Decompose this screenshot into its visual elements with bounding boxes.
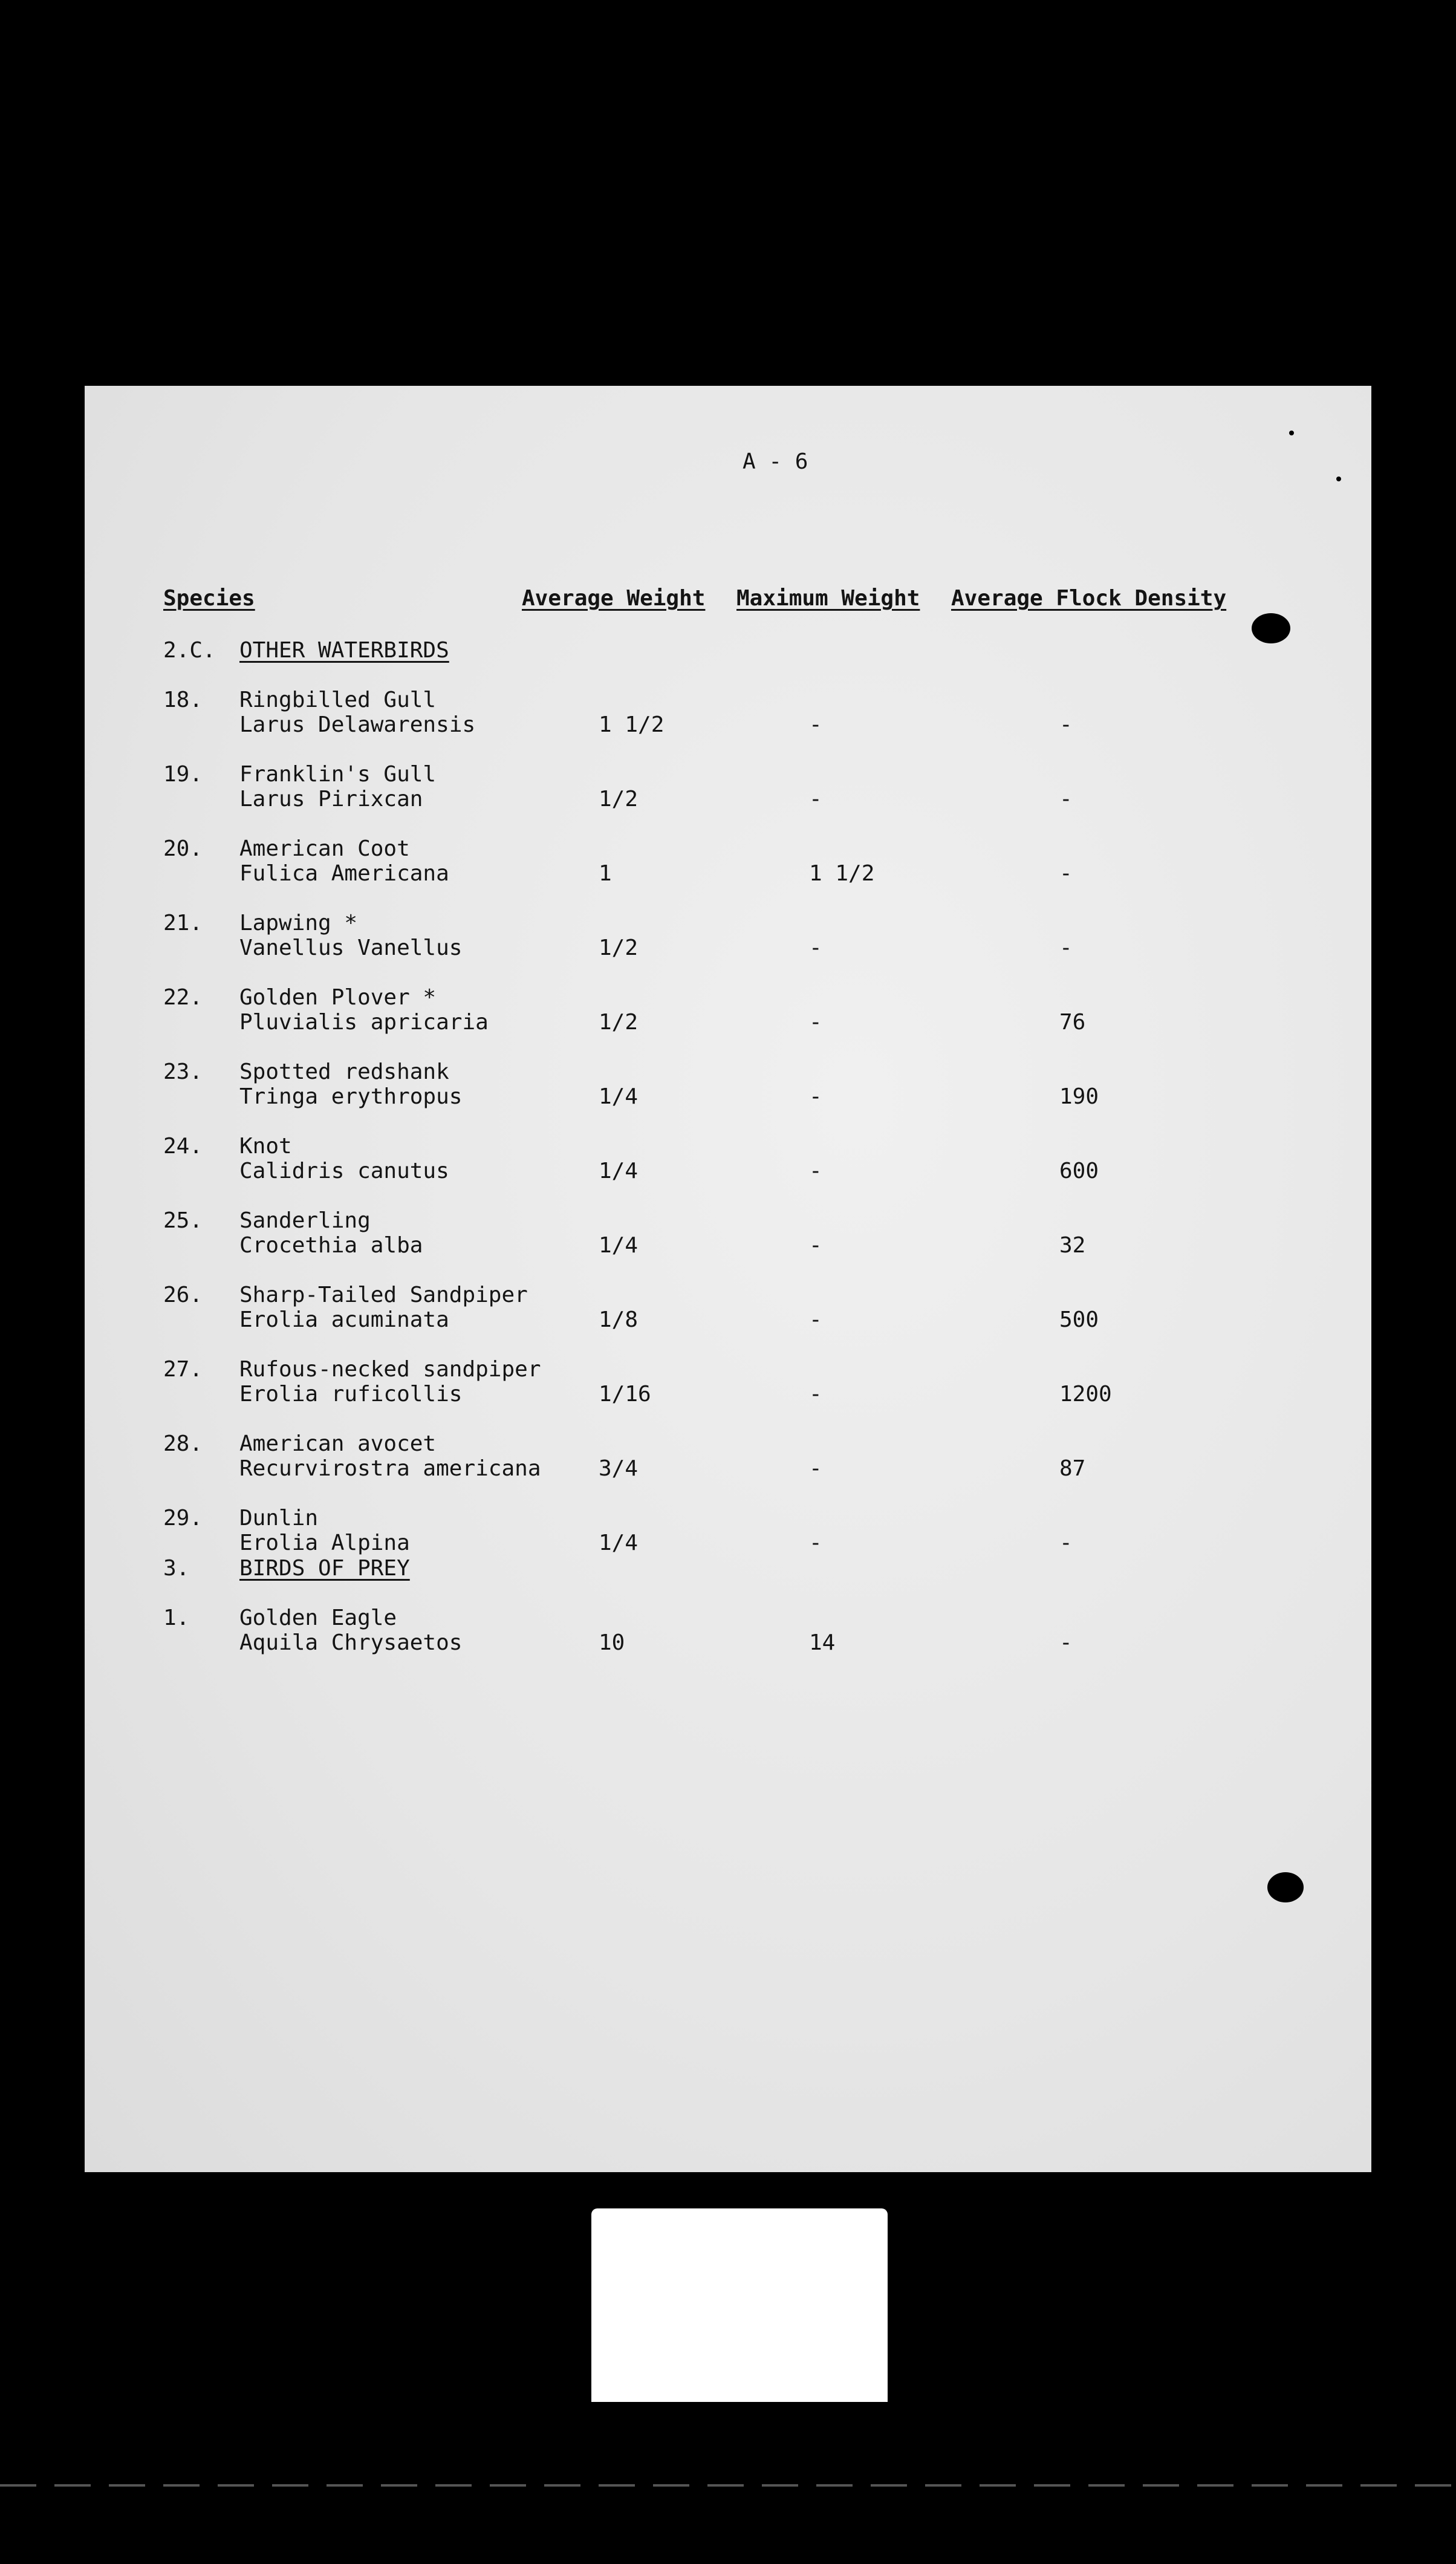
row-number: 18. [163, 688, 203, 712]
maximum-weight: - [809, 1382, 822, 1407]
blank-card [591, 2208, 888, 2402]
common-name: American avocet [239, 1431, 437, 1456]
maximum-weight: 1 1/2 [809, 861, 875, 886]
common-name: Rufous-necked sandpiper [239, 1357, 541, 1382]
maximum-weight: - [809, 1456, 822, 1481]
latin-name: Erolia acuminata [239, 1307, 449, 1332]
average-weight: 1/8 [599, 1307, 639, 1332]
flock-density: - [1059, 1630, 1073, 1655]
latin-name: Erolia ruficollis [239, 1382, 463, 1407]
average-weight: 3/4 [599, 1456, 639, 1481]
latin-name: Crocethia alba [239, 1233, 423, 1258]
flock-density: 32 [1059, 1233, 1086, 1258]
section-title: OTHER WATERBIRDS [239, 638, 449, 663]
common-name: Lapwing * [239, 911, 358, 935]
flock-density: - [1059, 712, 1073, 737]
common-name: Golden Plover * [239, 985, 437, 1010]
flock-density: - [1059, 1531, 1073, 1555]
flock-density: - [1059, 787, 1073, 812]
header-species: Species [163, 586, 255, 611]
header-average-flock-density: Average Flock Density [951, 586, 1227, 611]
flock-density: 190 [1059, 1084, 1099, 1109]
average-weight: 1/4 [599, 1233, 639, 1258]
latin-name: Pluvialis apricaria [239, 1010, 489, 1035]
row-number: 27. [163, 1357, 203, 1382]
row-number: 20. [163, 836, 203, 861]
common-name: Ringbilled Gull [239, 688, 437, 712]
latin-name: Recurvirostra americana [239, 1456, 541, 1481]
latin-name: Larus Delawarensis [239, 712, 476, 737]
flock-density: 1200 [1059, 1382, 1112, 1407]
latin-name: Fulica Americana [239, 861, 449, 886]
average-weight: 1/4 [599, 1531, 639, 1555]
latin-name: Larus Pirixcan [239, 787, 423, 812]
common-name: American Coot [239, 836, 410, 861]
row-number: 1. [163, 1606, 190, 1630]
maximum-weight: - [809, 1307, 822, 1332]
flock-density: 600 [1059, 1159, 1099, 1183]
common-name: Sanderling [239, 1208, 371, 1233]
common-name: Sharp-Tailed Sandpiper [239, 1283, 528, 1307]
row-number: 26. [163, 1283, 203, 1307]
document-page [85, 386, 1371, 2172]
common-name: Dunlin [239, 1506, 319, 1531]
average-weight: 1 1/2 [599, 712, 665, 737]
average-weight: 1/4 [599, 1084, 639, 1109]
common-name: Franklin's Gull [239, 762, 437, 787]
row-number: 21. [163, 911, 203, 935]
section-title: BIRDS OF PREY [239, 1556, 410, 1581]
average-weight: 1/2 [599, 1010, 639, 1035]
row-number: 19. [163, 762, 203, 787]
header-average-weight: Average Weight [522, 586, 706, 611]
average-weight: 1 [599, 861, 612, 886]
maximum-weight: 14 [809, 1630, 836, 1655]
flock-density: 500 [1059, 1307, 1099, 1332]
common-name: Golden Eagle [239, 1606, 397, 1630]
maximum-weight: - [809, 787, 822, 812]
common-name: Knot [239, 1134, 292, 1159]
row-number: 23. [163, 1059, 203, 1084]
maximum-weight: - [809, 712, 822, 737]
speck [1336, 477, 1341, 481]
page-number: A - 6 [743, 449, 808, 474]
ink-spot [1267, 1872, 1304, 1902]
speck [1289, 431, 1294, 435]
latin-name: Vanellus Vanellus [239, 935, 463, 960]
flock-density: 87 [1059, 1456, 1086, 1481]
latin-name: Tringa erythropus [239, 1084, 463, 1109]
row-number: 24. [163, 1134, 203, 1159]
header-maximum-weight: Maximum Weight [736, 586, 920, 611]
row-number: 28. [163, 1431, 203, 1456]
average-weight: 10 [599, 1630, 625, 1655]
ink-spot [1252, 613, 1290, 643]
row-number: 29. [163, 1506, 203, 1531]
flock-density: - [1059, 861, 1073, 886]
flock-density: - [1059, 935, 1073, 960]
common-name: Spotted redshank [239, 1059, 449, 1084]
maximum-weight: - [809, 1531, 822, 1555]
latin-name: Calidris canutus [239, 1159, 449, 1183]
frame-edge [0, 2484, 1456, 2487]
average-weight: 1/4 [599, 1159, 639, 1183]
section-number: 3. [163, 1556, 190, 1581]
maximum-weight: - [809, 935, 822, 960]
section-number: 2.C. [163, 638, 216, 663]
row-number: 25. [163, 1208, 203, 1233]
maximum-weight: - [809, 1159, 822, 1183]
latin-name: Aquila Chrysaetos [239, 1630, 463, 1655]
average-weight: 1/2 [599, 787, 639, 812]
average-weight: 1/2 [599, 935, 639, 960]
average-weight: 1/16 [599, 1382, 651, 1407]
latin-name: Erolia Alpina [239, 1531, 410, 1555]
maximum-weight: - [809, 1084, 822, 1109]
flock-density: 76 [1059, 1010, 1086, 1035]
row-number: 22. [163, 985, 203, 1010]
maximum-weight: - [809, 1233, 822, 1258]
maximum-weight: - [809, 1010, 822, 1035]
